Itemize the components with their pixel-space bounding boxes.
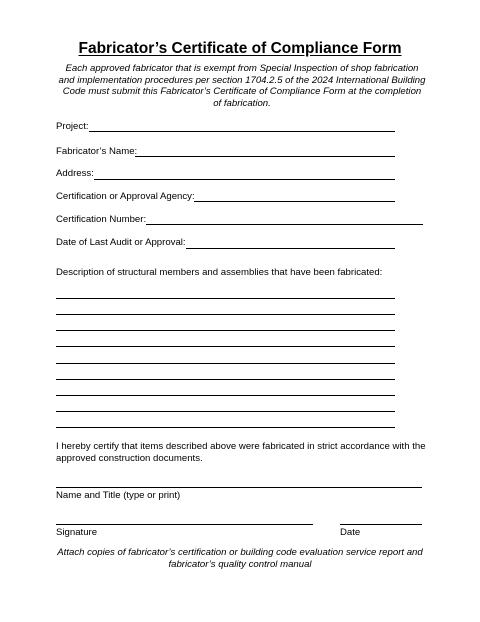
agency-label: Certification or Approval Agency:	[56, 191, 195, 202]
date-label: Date	[340, 527, 361, 538]
name-title-field[interactable]	[56, 487, 422, 488]
description-line[interactable]	[56, 379, 395, 380]
signature-field[interactable]	[56, 524, 313, 525]
project-label: Project:	[56, 121, 89, 132]
description-line[interactable]	[56, 363, 395, 364]
form-title-text: Fabricator’s Certificate of Compliance Form	[78, 40, 402, 57]
address-label: Address:	[56, 168, 94, 179]
certification-statement: I hereby certify that items described above were fabricated in strict accordance with the approved construction documents.	[56, 441, 426, 464]
fabricator-name-label: Fabricator’s Name:	[56, 146, 138, 157]
date-field[interactable]	[340, 524, 422, 525]
cert-number-label: Certification Number:	[56, 214, 147, 225]
cert-number-field[interactable]	[146, 224, 423, 225]
description-label: Description of structural members and assemblies that have been fabricated:	[56, 267, 383, 278]
footer-note: Attach copies of fabricator’s certification or building code evaluation service report and fabricator’s quality control manual	[57, 547, 423, 571]
name-title-label: Name and Title (type or print)	[56, 490, 181, 501]
signature-label: Signature	[56, 527, 98, 538]
description-line[interactable]	[56, 395, 395, 396]
description-line[interactable]	[56, 330, 395, 331]
description-line[interactable]	[56, 298, 395, 299]
last-audit-field[interactable]	[186, 248, 395, 249]
agency-field[interactable]	[194, 201, 395, 202]
description-line[interactable]	[56, 427, 395, 428]
description-line[interactable]	[56, 411, 395, 412]
fabricator-name-field[interactable]	[135, 156, 395, 157]
project-field[interactable]	[89, 131, 395, 132]
intro-paragraph: Each approved fabricator that is exempt from Special Inspection of shop fabrication and implementation procedures per section 1704.2.5 of the 2024 International Building Code must submit this Fabricator’s Certificate of Compliance Form at the completion of fabrication.	[58, 63, 426, 109]
last-audit-label: Date of Last Audit or Approval:	[56, 237, 186, 248]
description-line[interactable]	[56, 346, 395, 347]
address-field[interactable]	[94, 179, 395, 180]
description-line[interactable]	[56, 314, 395, 315]
form-title	[0, 40, 480, 58]
